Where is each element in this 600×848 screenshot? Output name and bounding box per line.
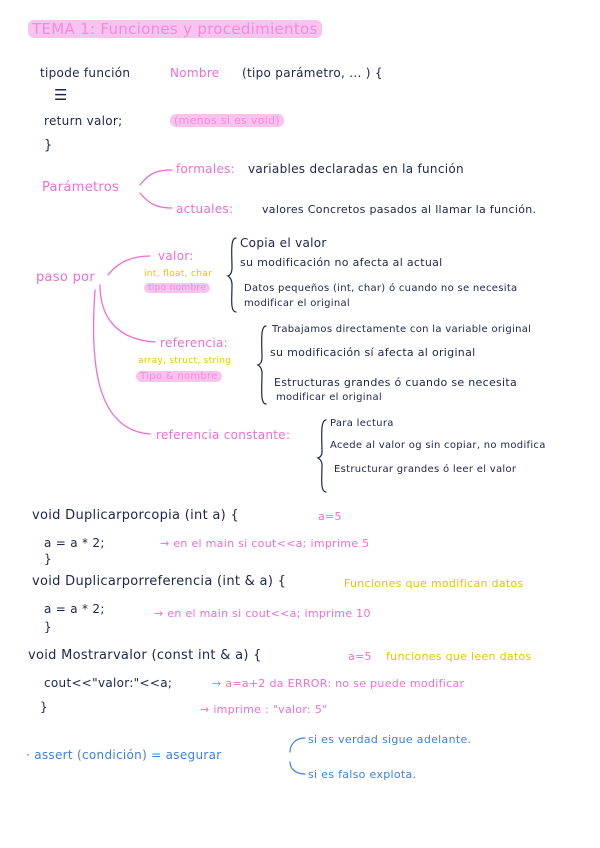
parametros-label: Parámetros bbox=[42, 180, 120, 195]
formales-label: formales: bbox=[176, 162, 236, 176]
ex2-body: a = a * 2; bbox=[44, 602, 105, 616]
assert-label: · assert (condición) = asegurar bbox=[26, 748, 222, 762]
syntax-return-note: (menos si es void) bbox=[170, 114, 284, 127]
valor-label: valor: bbox=[158, 249, 194, 263]
syntax-close: } bbox=[44, 138, 53, 153]
constante-item-2: Acede al valor og sin copiar, no modifica bbox=[330, 440, 546, 451]
ex3-note-a: a=5 bbox=[348, 650, 372, 663]
constante-label: referencia constante: bbox=[156, 428, 291, 442]
syntax-params: (tipo parámetro, ... ) { bbox=[242, 66, 383, 80]
brace-referencia bbox=[258, 326, 266, 404]
constante-item-1: Para lectura bbox=[330, 418, 394, 429]
ex3-body: cout<<"valor:"<<a; bbox=[44, 676, 173, 690]
valor-types: int, float, char bbox=[144, 269, 213, 279]
arrow-referencia bbox=[100, 285, 155, 342]
ex2-close: } bbox=[44, 620, 52, 634]
ex1-body: a = a * 2; bbox=[44, 536, 105, 550]
ex3-comment: → a=a+2 da ERROR: no se puede modificar bbox=[212, 677, 465, 690]
ex2-note: Funciones que modifican datos bbox=[344, 577, 524, 590]
formales-text: variables declaradas en la función bbox=[248, 162, 464, 176]
ex3-note-b: funciones que leen datos bbox=[386, 650, 532, 663]
syntax-body: ☰ bbox=[54, 86, 68, 104]
ex2-comment: → en el main si cout<<a; imprime 10 bbox=[154, 607, 371, 620]
syntax-prefix: tipode función bbox=[40, 66, 131, 80]
referencia-item-1: Trabajamos directamente con la variable original bbox=[272, 324, 532, 335]
referencia-label: referencia: bbox=[160, 336, 228, 350]
ex1-close: } bbox=[44, 552, 52, 566]
valor-item-4: modificar el original bbox=[244, 298, 350, 309]
referencia-syntax: Tipo & nombre bbox=[136, 371, 222, 382]
ex1-note: a=5 bbox=[318, 510, 342, 523]
constante-item-3: Estructurar grandes ó leer el valor bbox=[334, 464, 517, 475]
assert-false: si es falso explota. bbox=[308, 768, 417, 781]
ex1-signature: void Duplicarporcopia (int a) { bbox=[32, 508, 240, 523]
arrow-actuales bbox=[140, 193, 172, 208]
syntax-return: return valor; bbox=[44, 114, 123, 128]
referencia-types: array, struct, string bbox=[138, 356, 232, 366]
arrow-formales bbox=[140, 170, 172, 185]
arrow-false bbox=[290, 762, 305, 774]
assert-true: si es verdad sigue adelante. bbox=[308, 733, 472, 746]
valor-item-2: su modificación no afecta al actual bbox=[240, 256, 443, 269]
ex3-output: → imprime : "valor: 5" bbox=[200, 703, 328, 716]
ex3-close: } bbox=[40, 700, 48, 714]
referencia-item-4: modificar el original bbox=[276, 392, 382, 403]
ex1-comment: → en el main si cout<<a; imprime 5 bbox=[160, 537, 370, 550]
valor-syntax: tipo nombre bbox=[144, 283, 210, 293]
arrow-true bbox=[290, 738, 305, 752]
valor-item-3: Datos pequeños (int, char) ó cuando no se necesita bbox=[244, 283, 518, 294]
syntax-name: Nombre bbox=[170, 66, 220, 80]
referencia-item-2: su modificación sí afecta al original bbox=[270, 346, 476, 359]
actuales-text: valores Concretos pasados al llamar la función. bbox=[262, 203, 537, 216]
ex2-signature: void Duplicarporreferencia (int & a) { bbox=[32, 574, 287, 589]
page-title: TEMA 1: Funciones y procedimientos bbox=[28, 20, 322, 38]
actuales-label: actuales: bbox=[176, 202, 234, 216]
paso-por-label: paso por bbox=[36, 270, 96, 285]
brace-valor bbox=[228, 238, 236, 312]
referencia-item-3: Estructuras grandes ó cuando se necesita bbox=[274, 376, 518, 389]
valor-item-1: Copia el valor bbox=[240, 236, 327, 250]
ex3-signature: void Mostrarvalor (const int & a) { bbox=[28, 648, 262, 663]
brace-constante bbox=[318, 420, 326, 492]
